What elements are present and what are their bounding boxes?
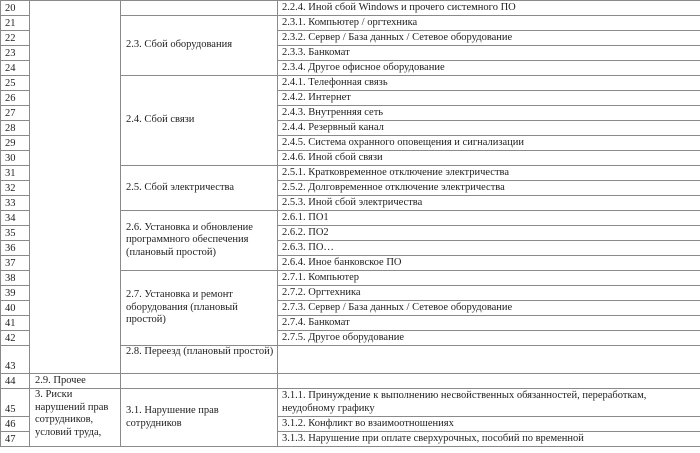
row-number: 36: [1, 241, 30, 256]
row-number: 26: [1, 91, 30, 106]
row-number: 25: [1, 76, 30, 91]
subcategory-cell: 2.6. Установка и обновление программного обеспечения (плановый простой): [121, 211, 278, 271]
table-row: [1, 1, 700, 16]
subcategory-cell: 2.9. Прочее: [30, 374, 121, 389]
row-number: 23: [1, 46, 30, 61]
subcategory-cell: 2.4. Сбой связи: [121, 76, 278, 166]
detail-cell: 2.5.3. Иной сбой электричества: [278, 196, 700, 211]
detail-cell: 3.1.1. Принуждение к выполнению несвойственных обязанностей, переработкам, неудобному графику: [278, 389, 700, 417]
row-number: 32: [1, 181, 30, 196]
row-number: 29: [1, 136, 30, 151]
row-number: 31: [1, 166, 30, 181]
subcategory-cell-empty: [121, 1, 278, 16]
detail-cell-empty: [278, 346, 700, 374]
detail-cell: 2.3.4. Другое офисное оборудование: [278, 61, 700, 76]
row-number: 28: [1, 121, 30, 136]
row-number: 40: [1, 301, 30, 316]
row-number: 43: [1, 346, 30, 374]
detail-cell: 2.7.1. Компьютер: [278, 271, 700, 286]
table-row: [1, 389, 700, 417]
detail-cell: 2.4.5. Система охранного оповещения и сигнализации: [278, 136, 700, 151]
row-number: 41: [1, 316, 30, 331]
detail-cell: 2.5.2. Долговременное отключение электричества: [278, 181, 700, 196]
detail-cell: 2.6.2. ПО2: [278, 226, 700, 241]
detail-cell: 2.3.3. Банкомат: [278, 46, 700, 61]
row-number: 35: [1, 226, 30, 241]
detail-cell: 3.1.3. Нарушение при оплате сверхурочных, пособий по временной: [278, 432, 700, 447]
detail-cell: 2.7.3. Сервер / База данных / Сетевое оборудование: [278, 301, 700, 316]
row-number: 45: [1, 389, 30, 417]
detail-cell: 2.7.4. Банкомат: [278, 316, 700, 331]
table-row: [1, 374, 700, 389]
detail-cell: 2.4.2. Интернет: [278, 91, 700, 106]
detail-cell-empty: [121, 374, 278, 389]
category-cell: 3. Риски нарушений прав сотрудников, условий труда,: [30, 389, 121, 447]
row-number: 47: [1, 432, 30, 447]
row-number: 33: [1, 196, 30, 211]
detail-cell: 2.4.3. Внутренняя сеть: [278, 106, 700, 121]
row-number: 39: [1, 286, 30, 301]
detail-cell: 2.3.2. Сервер / База данных / Сетевое оборудование: [278, 31, 700, 46]
row-number: 34: [1, 211, 30, 226]
row-number: 27: [1, 106, 30, 121]
category-cell-empty: [30, 1, 121, 374]
detail-cell: 2.2.4. Иной сбой Windows и прочего системного ПО: [278, 1, 700, 16]
row-number: 20: [1, 1, 30, 16]
row-number: 44: [1, 374, 30, 389]
subcategory-cell: 2.8. Переезд (плановый простой): [121, 346, 278, 374]
detail-cell: 2.6.1. ПО1: [278, 211, 700, 226]
subcategory-cell: 2.7. Установка и ремонт оборудования (плановый простой): [121, 271, 278, 346]
detail-cell: 2.6.3. ПО…: [278, 241, 700, 256]
subcategory-cell: 2.3. Сбой оборудования: [121, 16, 278, 76]
row-number: 46: [1, 417, 30, 432]
detail-cell: 2.5.1. Кратковременное отключение электричества: [278, 166, 700, 181]
detail-cell: 2.6.4. Иное банковское ПО: [278, 256, 700, 271]
subcategory-cell: 3.1. Нарушение прав сотрудников: [121, 389, 278, 447]
detail-cell: 2.7.2. Оргтехника: [278, 286, 700, 301]
subcategory-cell: 2.5. Сбой электричества: [121, 166, 278, 211]
row-number: 30: [1, 151, 30, 166]
row-number: 24: [1, 61, 30, 76]
detail-cell: 2.7.5. Другое оборудование: [278, 331, 700, 346]
detail-cell: 2.4.6. Иной сбой связи: [278, 151, 700, 166]
detail-cell: 3.1.2. Конфликт во взаимоотношениях: [278, 417, 700, 432]
row-number: 38: [1, 271, 30, 286]
row-number: 37: [1, 256, 30, 271]
detail-cell: 2.3.1. Компьютер / оргтехника: [278, 16, 700, 31]
row-number: 42: [1, 331, 30, 346]
detail-cell: 2.4.4. Резервный канал: [278, 121, 700, 136]
row-number: 22: [1, 31, 30, 46]
row-number: 21: [1, 16, 30, 31]
detail-cell: 2.4.1. Телефонная связь: [278, 76, 700, 91]
